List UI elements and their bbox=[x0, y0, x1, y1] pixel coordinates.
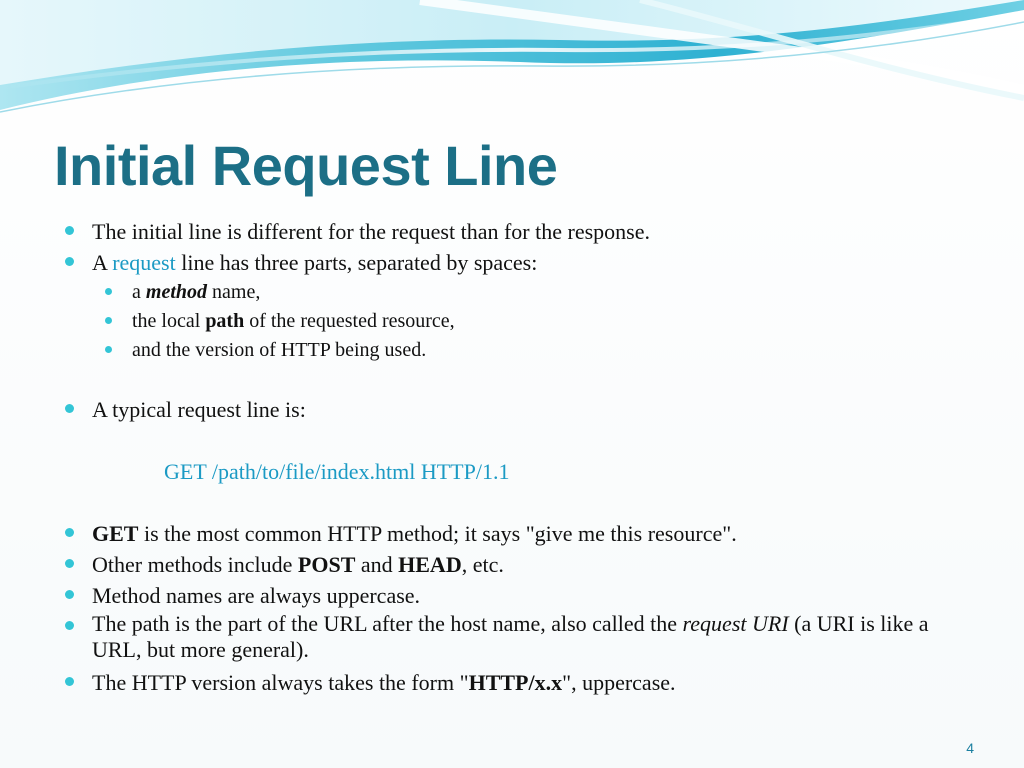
sub-bullet-item bbox=[102, 278, 942, 307]
request-uri-emphasis-text: request URI bbox=[682, 611, 789, 636]
bullet-text: is the most common HTTP method; it says "give me this resource". bbox=[138, 521, 737, 546]
bullet-text: ", uppercase. bbox=[562, 670, 676, 695]
bullet-item bbox=[62, 549, 942, 580]
bullet-item bbox=[62, 518, 942, 549]
bullet-text: line has three parts, separated by spaces: bbox=[175, 250, 538, 275]
sub-bullet-item bbox=[102, 336, 942, 365]
bullet-text: Method names are always uppercase. bbox=[92, 583, 421, 608]
spacer bbox=[62, 365, 942, 394]
bullet-item bbox=[62, 667, 942, 698]
get-emphasis-text: GET bbox=[92, 521, 139, 546]
bullet-text: (a URI is like a URL, but more general). bbox=[92, 611, 929, 662]
spacer bbox=[62, 487, 942, 518]
spacer bbox=[62, 425, 942, 456]
bullet-text: Other methods include bbox=[92, 552, 298, 577]
sub-bullet-item bbox=[102, 307, 942, 336]
bullet-text: The path is the part of the URL after the host name, also called the bbox=[92, 611, 683, 636]
bullet-text: name, bbox=[207, 281, 261, 303]
path-emphasis-text: path bbox=[205, 310, 245, 332]
example-request-line: GET /path/to/file/index.html HTTP/1.1 bbox=[164, 459, 510, 484]
bullet-text: A typical request line is: bbox=[92, 397, 306, 422]
bullet-list bbox=[62, 216, 942, 698]
bullet-text: The HTTP version always takes the form " bbox=[92, 670, 469, 695]
decorative-wave-banner bbox=[0, 0, 1024, 130]
bullet-text: and the version of HTTP being used. bbox=[132, 339, 427, 361]
bullet-text: A bbox=[92, 250, 113, 275]
bullet-item bbox=[62, 394, 942, 425]
bullet-text: a bbox=[132, 281, 146, 303]
bullet-text: The initial line is different for the request than for the response. bbox=[92, 219, 650, 244]
http-version-emphasis-text: HTTP/x.x bbox=[468, 670, 563, 695]
bullet-text: of the requested resource, bbox=[244, 310, 455, 332]
bullet-text: , etc. bbox=[461, 552, 504, 577]
bullet-item bbox=[62, 580, 942, 611]
head-emphasis-text: HEAD bbox=[398, 552, 462, 577]
bullet-text: and bbox=[355, 552, 399, 577]
method-emphasis-text: method bbox=[145, 281, 208, 303]
bullet-text: the local bbox=[132, 310, 206, 332]
slide-title: Initial Request Line bbox=[54, 134, 558, 197]
request-highlight-text: request bbox=[112, 250, 176, 275]
bullet-item bbox=[62, 611, 942, 663]
post-emphasis-text: POST bbox=[297, 552, 356, 577]
page-number: 4 bbox=[966, 740, 974, 756]
bullet-item bbox=[62, 247, 942, 278]
bullet-item bbox=[62, 216, 942, 247]
